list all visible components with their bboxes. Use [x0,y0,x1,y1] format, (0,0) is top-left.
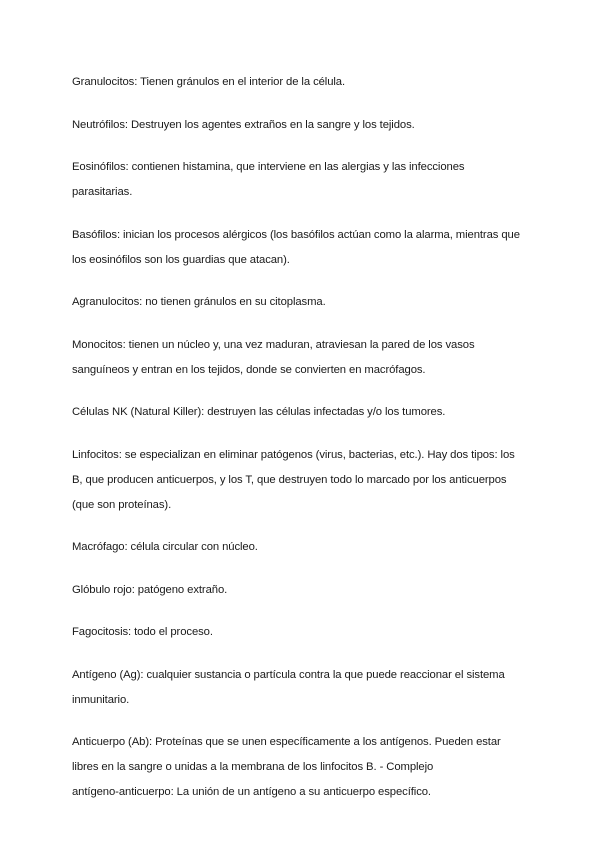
paragraph-line: Células NK (Natural Killer): destruyen las células infectadas y/o los tumores. [72,406,446,418]
paragraph-celulas-nk [72,400,532,425]
paragraph-anticuerpo [72,730,532,805]
paragraph-fagocitosis [72,620,532,645]
paragraph-line: Antígeno (Ag): cualquier sustancia o partícula contra la que puede reaccionar el sistema [72,668,505,681]
paragraph-antigeno [72,663,532,713]
paragraph-granulocitos [72,70,532,95]
paragraph-linfocitos [72,443,532,518]
paragraph-line: Granulocitos: Tienen gránulos en el interior de la célula. [72,76,346,88]
paragraph-line: Fagocitosis: todo el proceso. [72,626,213,638]
paragraph-line: sanguíneos y entran en los tejidos, donde se convierten en macrófagos. [72,363,426,376]
paragraph-line: B, que producen anticuerpos, y los T, que destruyen todo lo marcado por los anticuerpos [72,473,507,486]
paragraph-line: inmunitario. [72,693,130,706]
paragraph-line: libres en la sangre o unidas a la membrana de los linfocitos B. - Complejo [72,761,434,773]
paragraph-globulo-rojo [72,578,532,603]
paragraph-line: Basófilos: inician los procesos alérgicos (los basófilos actúan como la alarma, mientras que [72,228,520,241]
paragraph-line: Neutrófilos: Destruyen los agentes extraños en la sangre y los tejidos. [72,118,415,131]
paragraph-line: Macrófago: célula circular con núcleo. [72,541,258,553]
paragraph-line: los eosinófilos son los guardias que atacan). [72,253,290,266]
paragraph-line: (que son proteínas). [72,498,172,511]
paragraph-line: Agranulocitos: no tienen gránulos en su citoplasma. [72,296,326,308]
paragraph-eosinofilos [72,155,532,205]
paragraph-line: Linfocitos: se especializan en eliminar patógenos (virus, bacterias, etc.). Hay dos tipos: los [72,448,515,461]
paragraph-line: Eosinófilos: contienen histamina, que interviene en las alergias y las infecciones [72,161,465,173]
paragraph-line: parasitarias. [72,186,133,198]
paragraph-line: Anticuerpo (Ab): Proteínas que se unen específicamente a los antígenos. Pueden estar [72,736,501,748]
document-body [72,70,532,823]
paragraph-line: antígeno-anticuerpo: La unión de un antígeno a su anticuerpo específico. [72,786,431,798]
paragraph-monocitos [72,333,532,383]
paragraph-neutrofilos [72,113,532,138]
paragraph-agranulocitos [72,290,532,315]
paragraph-basofilos [72,223,532,273]
paragraph-line: Glóbulo rojo: patógeno extraño. [72,583,228,596]
paragraph-macrofago [72,535,532,560]
paragraph-line: Monocitos: tienen un núcleo y, una vez maduran, atraviesan la pared de los vasos [72,338,475,351]
